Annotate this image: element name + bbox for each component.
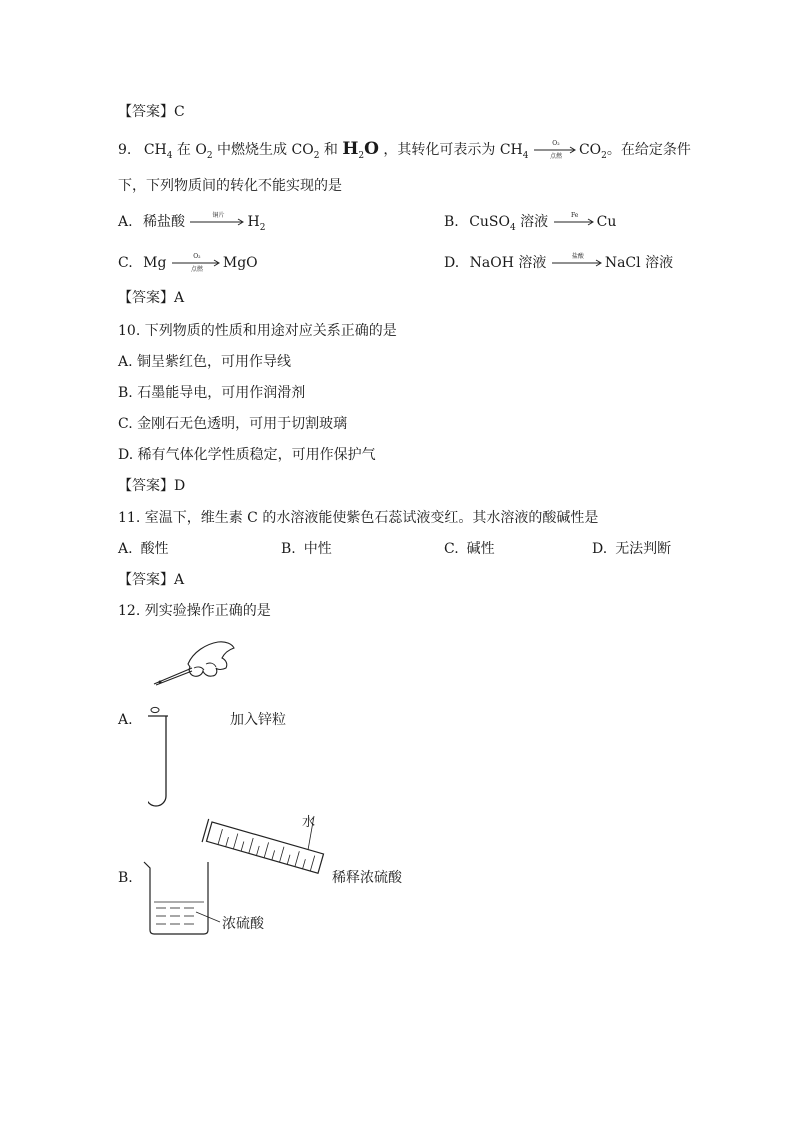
option-label: A. bbox=[118, 214, 133, 230]
optA-from: 稀盐酸 bbox=[143, 214, 186, 230]
q9-stem-line1 bbox=[118, 139, 691, 162]
q9-option-a bbox=[118, 212, 265, 234]
option-label: B. bbox=[281, 541, 296, 557]
optA-arrow bbox=[190, 212, 246, 226]
h2o-subscript: 2 bbox=[358, 151, 365, 161]
optD-from: NaOH 溶液 bbox=[469, 255, 547, 271]
q10-option-c: C. 金刚石无色透明，可用于切割玻璃 bbox=[118, 416, 348, 432]
q11-option-a bbox=[118, 539, 169, 559]
o2-subscript: 2 bbox=[206, 151, 213, 161]
answer-q11: 【答案】A bbox=[118, 572, 185, 588]
ch4-subscript: 4 bbox=[166, 151, 173, 161]
optC-arrow-top: O₂ bbox=[193, 253, 201, 260]
option-text: 无法判断 bbox=[615, 541, 672, 557]
optD-arrow bbox=[552, 253, 604, 267]
q9-option-c bbox=[118, 253, 258, 273]
q9-text-1: 在 O bbox=[176, 142, 207, 158]
answer-q9: 【答案】A bbox=[118, 290, 185, 306]
beaker-icon bbox=[144, 862, 208, 934]
q10-stem: 10. 下列物质的性质和用途对应关系正确的是 bbox=[118, 323, 397, 339]
option-label: D. bbox=[592, 541, 608, 557]
optB-arrow-top: Fe bbox=[570, 212, 579, 219]
h2o-h: H bbox=[342, 139, 359, 159]
test-tube-icon bbox=[148, 716, 166, 806]
q12-stem: 12. 列实验操作正确的是 bbox=[118, 603, 271, 619]
q10-option-a: A. 铜呈紫红色，可用作导线 bbox=[118, 354, 292, 370]
q9-stem-line2: 下，下列物质间的转化不能实现的是 bbox=[118, 178, 342, 194]
arrow-icon bbox=[190, 218, 246, 226]
answer-q8: 【答案】C bbox=[118, 104, 185, 120]
option-label: B. bbox=[444, 214, 459, 230]
optA-to-subscript: 2 bbox=[259, 223, 266, 233]
q9-number: 9. bbox=[118, 142, 132, 158]
ch4b-subscript: 4 bbox=[522, 151, 529, 161]
ch4-formula: CH bbox=[143, 142, 167, 158]
optB-arrow bbox=[554, 212, 596, 226]
q12-option-b-caption: 稀释浓硫酸 bbox=[332, 870, 402, 886]
q10-option-d: D. 稀有气体化学性质稳定，可用作保护气 bbox=[118, 447, 376, 463]
q12-option-a-caption: 加入锌粒 bbox=[230, 712, 286, 728]
option-label: D. bbox=[444, 255, 460, 271]
optC-from: Mg bbox=[143, 255, 167, 271]
q11-option-b bbox=[281, 539, 332, 559]
co2b-subscript: 2 bbox=[601, 151, 607, 161]
arrow-icon bbox=[554, 218, 596, 226]
optB-from-2: 溶液 bbox=[515, 214, 549, 230]
acid-label: 浓硫酸 bbox=[222, 916, 264, 932]
water-label: 水 bbox=[302, 815, 316, 830]
answer-q10: 【答案】D bbox=[118, 478, 186, 494]
optC-arrow-bottom: 点燃 bbox=[190, 266, 203, 273]
optC-arrow bbox=[172, 253, 222, 273]
hand-icon bbox=[188, 642, 234, 676]
co2-subscript: 2 bbox=[313, 151, 320, 161]
q9-text-5: CO bbox=[578, 142, 602, 158]
optB-from: CuSO bbox=[469, 214, 510, 230]
q9-text-2: 中燃烧生成 CO bbox=[217, 142, 314, 158]
q9-text-6: 。在给定条件 bbox=[606, 142, 691, 158]
optB-to: Cu bbox=[596, 214, 617, 230]
option-label: A. bbox=[118, 541, 133, 557]
option-text: 中性 bbox=[303, 541, 332, 557]
arrow-condition-top: O₂ bbox=[552, 140, 560, 147]
optA-to: H bbox=[247, 214, 260, 230]
option-label: C. bbox=[118, 255, 133, 271]
q12-option-b-label: B. bbox=[118, 870, 133, 886]
q11-stem: 11. 室温下，维生素 C 的水溶液能使紫色石蕊试液变红。其水溶液的酸碱性是 bbox=[118, 510, 599, 526]
q9-option-b bbox=[444, 212, 616, 234]
q11-option-c bbox=[444, 539, 495, 559]
q9-text-3: 和 bbox=[323, 142, 338, 158]
q10-option-b: B. 石墨能导电，可用作润滑剂 bbox=[118, 385, 306, 401]
optB-from-subscript: 4 bbox=[510, 223, 516, 233]
q11-option-d bbox=[592, 539, 671, 559]
h2o-o: O bbox=[364, 139, 379, 159]
arrow-icon bbox=[552, 259, 604, 267]
optA-arrow-top: 铜片 bbox=[212, 212, 225, 219]
optD-to: NaCl 溶液 bbox=[604, 255, 674, 271]
q12-option-a-label: A. bbox=[118, 712, 133, 728]
optD-arrow-top: 盐酸 bbox=[571, 253, 584, 260]
hand-tweezers-testtube-illustration bbox=[148, 634, 238, 814]
option-text: 酸性 bbox=[140, 541, 169, 557]
optC-to: MgO bbox=[222, 255, 258, 271]
q9-text-4: ，其转化可表示为 CH bbox=[383, 142, 523, 158]
q9-option-d bbox=[444, 253, 673, 273]
arrow-condition-bottom: 点燃 bbox=[549, 153, 562, 160]
option-text: 碱性 bbox=[466, 541, 495, 557]
option-label: C. bbox=[444, 541, 459, 557]
reaction-arrow bbox=[534, 140, 578, 160]
